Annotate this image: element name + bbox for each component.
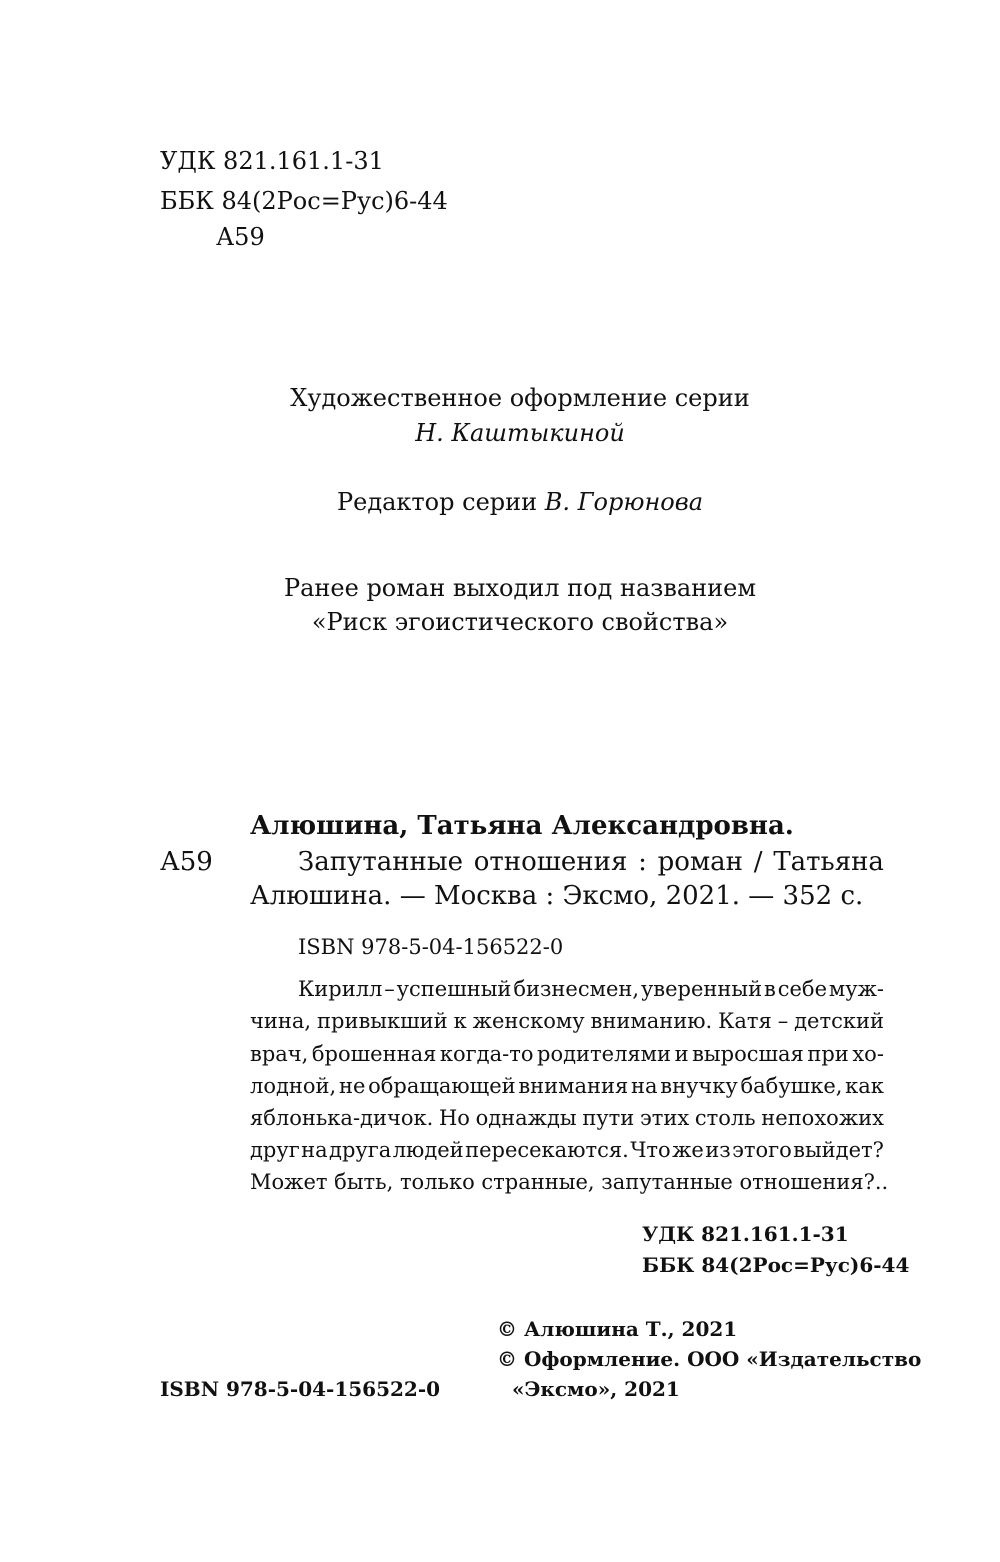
bbk-header: ББК 84(2Рос=Рус)6-44 bbox=[160, 187, 448, 215]
annotation-word: из bbox=[705, 1138, 731, 1162]
catalog-title-word: отношения bbox=[473, 847, 628, 877]
annotation-word: выросшая bbox=[692, 1042, 804, 1066]
series-editor-label: Редактор серии bbox=[336, 488, 545, 516]
annotation-word: пересекаются. bbox=[465, 1138, 629, 1162]
catalog-title-line-1 bbox=[298, 846, 884, 878]
copyright-design: © Оформление. ООО «Издательство bbox=[497, 1347, 922, 1371]
series-designer-name: Н. Каштыкиной bbox=[415, 419, 625, 447]
annotation-word: женскому bbox=[472, 1009, 585, 1033]
annotation-word: успешный bbox=[396, 977, 512, 1001]
annotation-word: внимания bbox=[518, 1074, 629, 1098]
annotation-word: друг bbox=[250, 1138, 300, 1162]
annotation-word: однажды bbox=[475, 1106, 577, 1130]
annotation-word: Но bbox=[438, 1106, 470, 1130]
annotation-word: людей bbox=[392, 1138, 464, 1162]
udk-footer: УДК 821.161.1-31 bbox=[642, 1222, 849, 1246]
former-title-note: Ранее роман выходил под названием bbox=[283, 574, 757, 602]
annotation-last-line: Может быть, только странные, запутанные отношения?.. bbox=[250, 1170, 889, 1194]
catalog-title-line-2: Алюшина. — Москва : Эксмо, 2021. — 352 с. bbox=[250, 881, 864, 911]
annotation-word: внучку bbox=[660, 1074, 738, 1098]
author-code-header: А59 bbox=[216, 223, 265, 251]
annotation-word: чина, bbox=[250, 1009, 312, 1033]
annotation-word: Кирилл bbox=[298, 977, 383, 1001]
annotation-line bbox=[298, 975, 884, 1003]
annotation-word: и bbox=[674, 1042, 689, 1066]
annotation-word: хо- bbox=[852, 1042, 884, 1066]
annotation-word: – bbox=[777, 1009, 789, 1033]
annotation-word: столь bbox=[694, 1106, 756, 1130]
annotation-word: друга bbox=[329, 1138, 392, 1162]
annotation-word: вниманию. bbox=[590, 1009, 713, 1033]
annotation-word: привыкший bbox=[317, 1009, 448, 1033]
catalog-title-word: роман bbox=[657, 847, 744, 877]
annotation-word: себе bbox=[777, 977, 827, 1001]
annotation-word: детский bbox=[794, 1009, 884, 1033]
catalog-title-word: / bbox=[753, 847, 763, 877]
annotation-word: как bbox=[845, 1074, 884, 1098]
annotation-word: этих bbox=[639, 1106, 690, 1130]
copyright-publisher: «Эксмо», 2021 bbox=[512, 1377, 680, 1401]
catalog-title-word: : bbox=[638, 847, 647, 877]
annotation-word: Что bbox=[630, 1138, 671, 1162]
series-editor-name: В. Горюнова bbox=[544, 488, 704, 516]
annotation-word: на bbox=[631, 1074, 658, 1098]
annotation-word: же bbox=[672, 1138, 704, 1162]
annotation-word: родителями bbox=[537, 1042, 672, 1066]
bbk-footer: ББК 84(2Рос=Рус)6-44 bbox=[642, 1253, 910, 1277]
annotation-word: обращающей bbox=[368, 1074, 516, 1098]
annotation-word: этого bbox=[732, 1138, 792, 1162]
annotation-word: при bbox=[807, 1042, 849, 1066]
annotation-word: пути bbox=[582, 1106, 635, 1130]
annotation-word: брошенная bbox=[311, 1042, 437, 1066]
annotation-word: в bbox=[764, 977, 776, 1001]
former-title: «Риск эгоистического свойства» bbox=[311, 608, 729, 636]
annotation-word: Катя bbox=[718, 1009, 772, 1033]
annotation-line bbox=[250, 1040, 884, 1068]
annotation-word: выйдет? bbox=[793, 1138, 884, 1162]
annotation-word: муж- bbox=[828, 977, 884, 1001]
annotation-word: к bbox=[453, 1009, 467, 1033]
annotation-word: лодной, bbox=[250, 1074, 337, 1098]
isbn-footer: ISBN 978-5-04-156522-0 bbox=[160, 1377, 441, 1401]
series-design-credit: Художественное оформление серии bbox=[290, 384, 750, 412]
catalog-code: А59 bbox=[160, 847, 213, 877]
series-editor-credit bbox=[230, 487, 810, 517]
catalog-author: Алюшина, Татьяна Александровна. bbox=[250, 811, 794, 841]
catalog-title-word: Запутанные bbox=[298, 847, 463, 877]
annotation-word: на bbox=[301, 1138, 328, 1162]
annotation-word: уверенный bbox=[640, 977, 763, 1001]
annotation-word: когда-то bbox=[439, 1042, 534, 1066]
annotation-word: бизнесмен, bbox=[513, 977, 640, 1001]
annotation-line bbox=[250, 1104, 884, 1132]
annotation-word: врач, bbox=[250, 1042, 309, 1066]
annotation-word: непохожих bbox=[761, 1106, 884, 1130]
annotation-word: яблонька-дичок. bbox=[250, 1106, 434, 1130]
annotation-word: не bbox=[338, 1074, 366, 1098]
udk-header: УДК 821.161.1-31 bbox=[160, 147, 384, 175]
annotation-line bbox=[250, 1007, 884, 1035]
annotation-line bbox=[250, 1072, 884, 1100]
annotation-word: бабушке, bbox=[740, 1074, 843, 1098]
annotation-line bbox=[250, 1136, 884, 1164]
catalog-title-word: Татьяна bbox=[773, 847, 884, 877]
catalog-isbn: ISBN 978-5-04-156522-0 bbox=[298, 935, 564, 959]
annotation-word: – bbox=[384, 977, 395, 1001]
copyright-author: © Алюшина Т., 2021 bbox=[497, 1317, 738, 1341]
